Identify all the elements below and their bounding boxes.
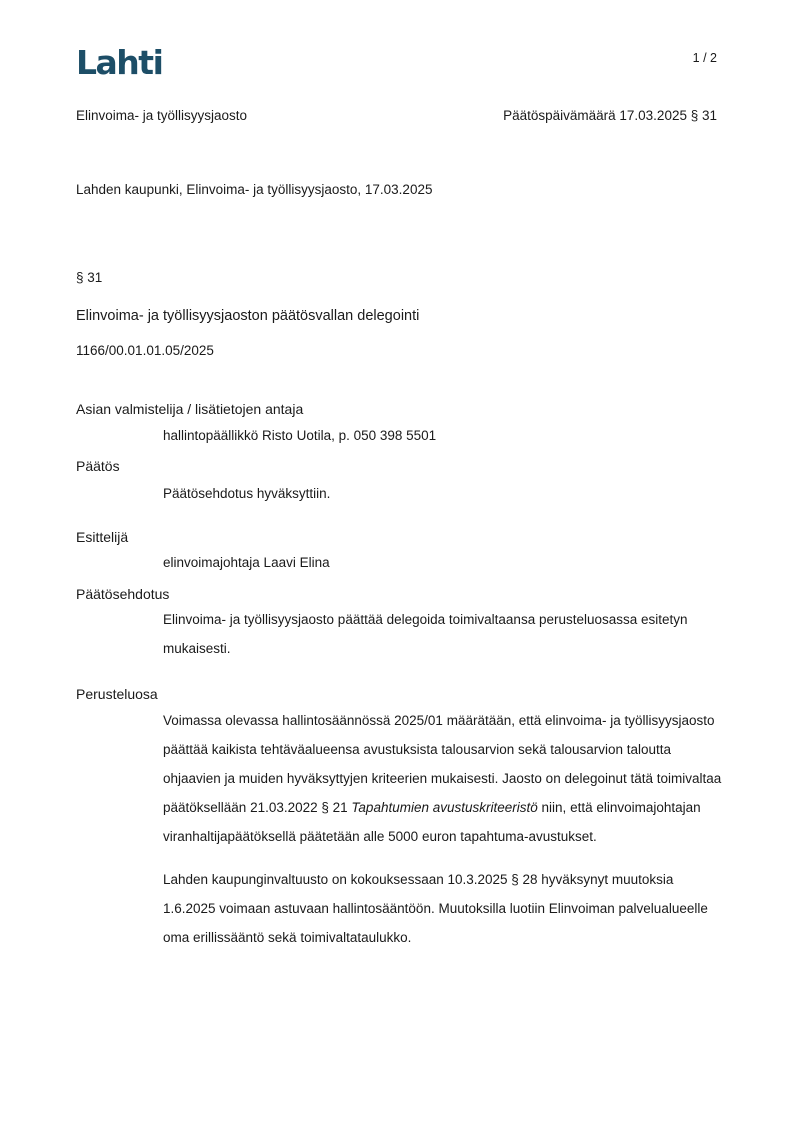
lahti-logo: Lahti [76,43,163,82]
rationale-text [163,706,723,952]
decision-label: Päätös [76,458,120,474]
rationale-p1-start: Voimassa olevassa hallintosäännössä 2025/01 määrätään, että elinvoima- ja työllisyysjaosto päättää kaikista tehtäväalueensa avustuksista talousarvion sekä talousarvion taloutta ohjaavien ja muiden hyväksyttyjen kriteerien mukaisesti. Jaosto on delegoinut tätä toimivaltaa päätöksellään 21.03.2022 § 21 [163,713,722,815]
meeting-line: Lahden kaupunki, Elinvoima- ja työllisyysjaosto, 17.03.2025 [76,182,433,197]
section-number: § 31 [76,270,103,285]
record-number: 1166/00.01.01.05/2025 [76,343,214,358]
preparer-label: Asian valmistelija / lisätietojen antaja [76,401,304,417]
page-number: 1 / 2 [692,51,717,65]
committee-name: Elinvoima- ja työllisyysjaosto [76,108,248,123]
proposal-text [163,605,723,663]
presenter-value: elinvoimajohtaja Laavi Elina [163,555,330,570]
document-title: Elinvoima- ja työllisyysjaoston päätösvallan delegointi [76,308,420,324]
presenter-label: Esittelijä [76,529,129,545]
preparer-value: hallintopäällikkö Risto Uotila, p. 050 398 5501 [163,428,437,443]
rationale-paragraph-1 [163,706,723,851]
proposal-paragraph: Elinvoima- ja työllisyysjaosto päättää delegoida toimivaltaansa perusteluosassa esitetyn mukaisesti. [163,612,688,656]
rationale-label: Perusteluosa [76,686,158,702]
rationale-p1-italic: Tapahtumien avustuskriteeristö [351,800,538,815]
decision-value: Päätösehdotus hyväksyttiin. [163,486,331,501]
rationale-p1-end: niin, että elinvoimajohtajan viranhaltijapäätöksellä päätetään alle 5000 euron tapahtuma-avustukset. [163,800,701,844]
rationale-paragraph-2: Lahden kaupunginvaltuusto on kokouksessaan 10.3.2025 § 28 hyväksynyt muutoksia 1.6.2025 voimaan astuvaan hallintosääntöön. Muutoksilla luotiin Elinvoiman palvelualueelle oma erillissääntö sekä toimivaltataulukko. [163,872,708,945]
decision-date: Päätöspäivämäärä 17.03.2025 § 31 [503,108,717,123]
proposal-label: Päätösehdotus [76,586,170,602]
